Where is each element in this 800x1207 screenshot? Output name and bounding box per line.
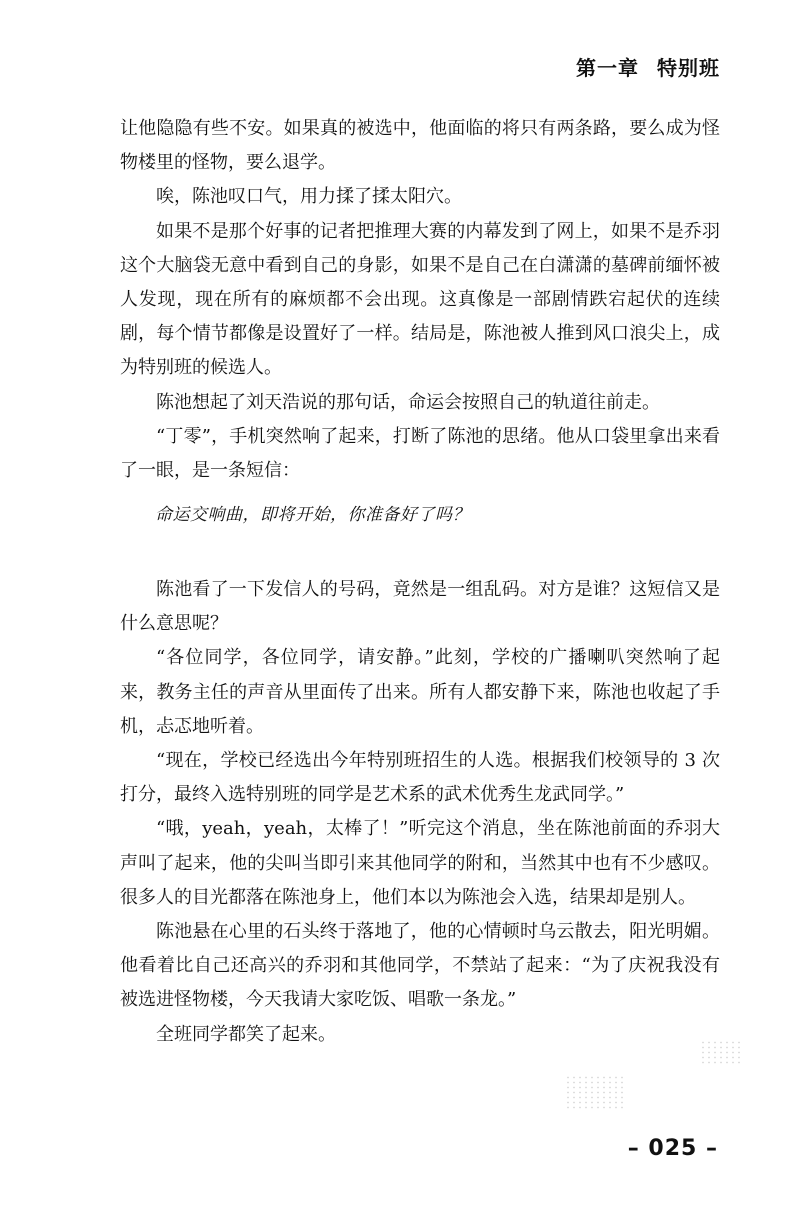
paragraph: 全班同学都笑了起来。: [156, 1023, 336, 1045]
paragraph: 陈池想起了刘天浩说的那句话，命运会按照自己的轨道往前走。: [156, 391, 660, 413]
paragraph: “丁零”，手机突然响了起来，打断了陈池的思绪。他从口袋里拿出来看了一眼，是一条短信：: [120, 425, 720, 482]
paragraph: 让他隐隐有些不安。如果真的被选中，他面临的将只有两条路，要么成为怪物楼里的怪物，要么退学。: [120, 118, 720, 174]
scan-speckle: [565, 1075, 625, 1111]
body-text-bottom: [120, 573, 720, 1052]
chapter-header: [576, 52, 720, 81]
chapter-title: 特别班: [657, 56, 720, 80]
paragraph: “现在，学校已经选出今年特别班招生的人选。根据我们校领导的 3 次打分，最终入选特别班的同学是艺术系的武术优秀生龙武同学。”: [120, 750, 720, 806]
sms-message: 命运交响曲，即将开始，你准备好了吗？: [155, 505, 470, 525]
paragraph: “各位同学，各位同学，请安静。”此刻，学校的广播喇叭突然响了起来，教务主任的声音从里面传了出来。所有人都安静下来，陈池也收起了手机，忐忑地听着。: [120, 647, 720, 737]
paragraph: 如果不是那个好事的记者把推理大赛的内幕发到了网上，如果不是乔羽这个大脑袋无意中看到自己的身影，如果不是自己在白潇潇的墓碑前缅怀被人发现，现在所有的麻烦都不会出现。这真像是一部剧情跌宕起伏的连续剧，每个情节都像是设置好了一样。结局是，陈池被人推到风口浪尖上，成为特别班的候选人。: [120, 220, 720, 379]
paragraph: 唉，陈池叹口气，用力揉了揉太阳穴。: [156, 186, 462, 208]
paragraph: 陈池悬在心里的石头终于落地了，他的心情顿时乌云散去，阳光明媚。他看着比自己还高兴的乔羽和其他同学，不禁站了起来：“为了庆祝我没有被选进怪物楼，今天我请大家吃饭、唱歌一条龙。”: [120, 921, 720, 1011]
paragraph: 陈池看了一下发信人的号码，竟然是一组乱码。对方是谁？这短信又是什么意思呢？: [120, 579, 720, 635]
page-number: – 025 –: [627, 1136, 718, 1161]
paragraph: “哦，yeah，yeah，太棒了！”听完这个消息，坐在陈池前面的乔羽大声叫了起来，他的尖叫当即引来其他同学的附和，当然其中也有不少感叹。很多人的目光都落在陈池身上，他们本以为陈池会入选，结果却是别人。: [120, 818, 720, 908]
body-text-top: [120, 112, 720, 488]
scan-speckle: [700, 1040, 740, 1064]
chapter-number: 第一章: [576, 56, 639, 80]
